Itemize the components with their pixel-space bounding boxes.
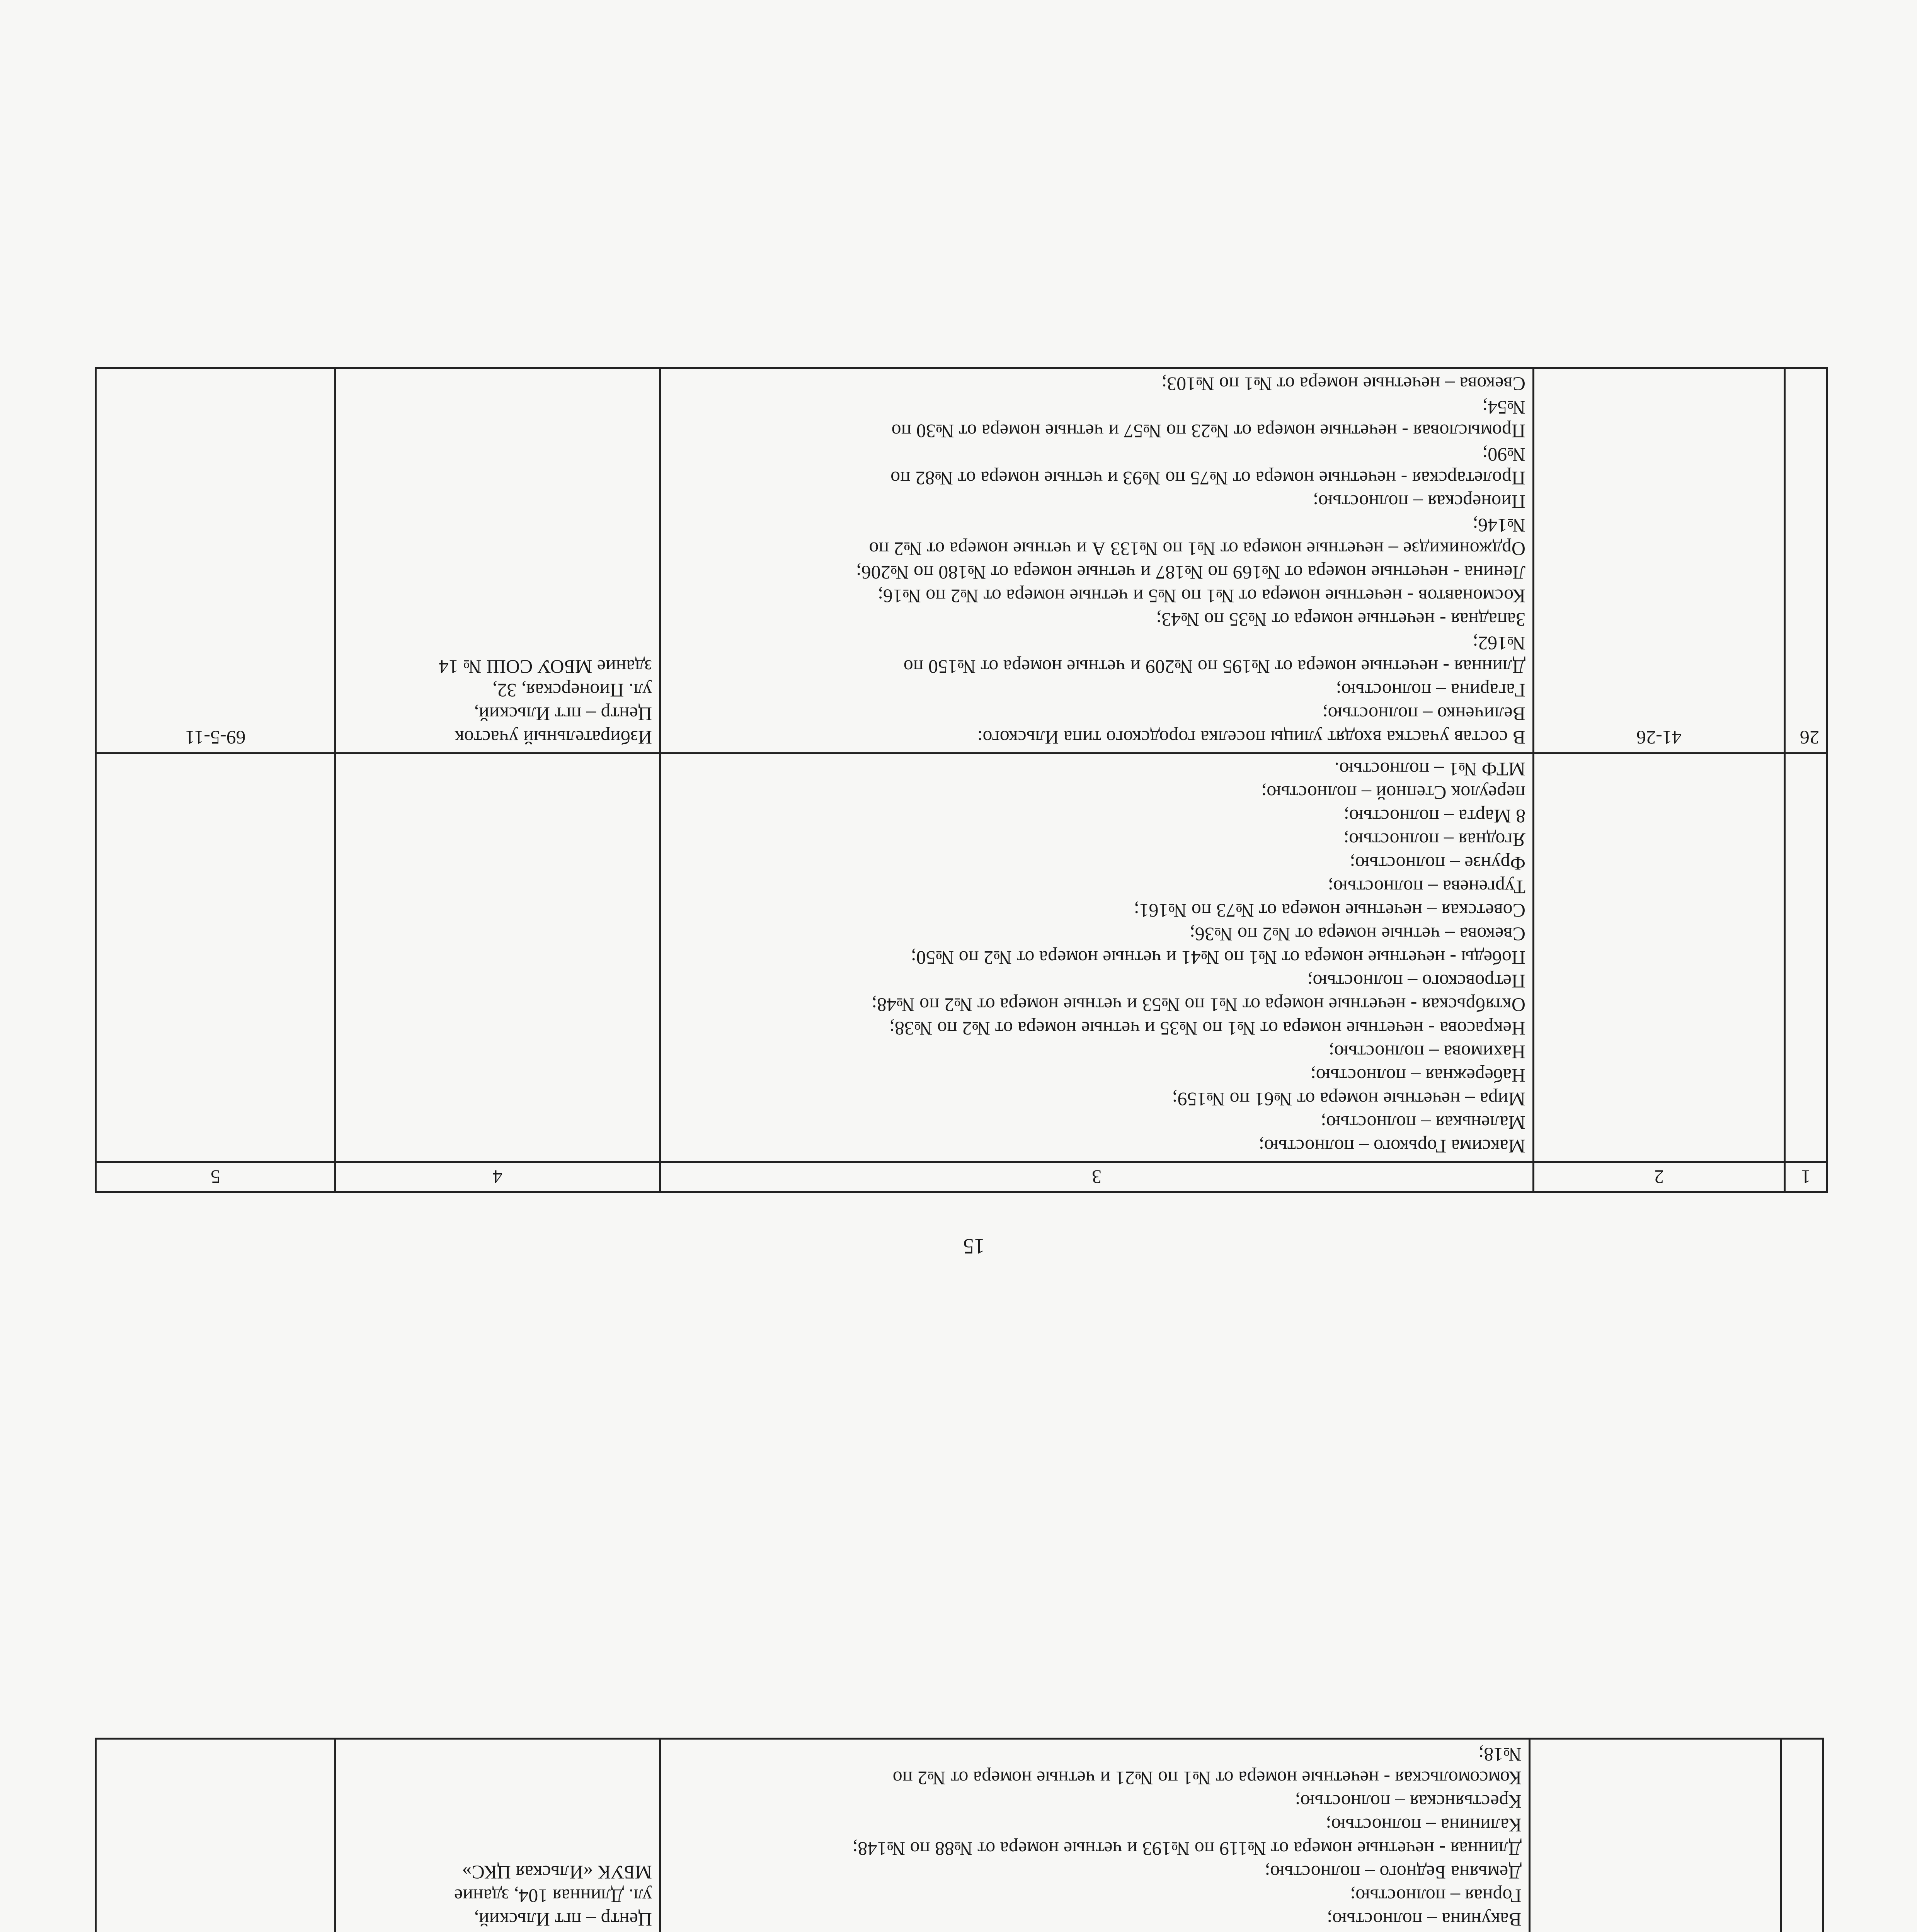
polling-station-location <box>335 368 660 753</box>
street-line: Длинная - нечетные номера от №119 по №193 и четные номера от №88 по №148; <box>852 1838 1522 1860</box>
street-line: №162; <box>1473 633 1525 654</box>
street-line: Мира – нечетные номера от №61 по №159; <box>1172 1088 1525 1110</box>
column-number-1: 1 <box>1785 1162 1827 1192</box>
location-line: МБУК «Ильская ЦКС» <box>462 1862 652 1883</box>
location-line: ул. Пионерская, 32, <box>492 680 652 701</box>
districts-table <box>95 1738 1824 1932</box>
table-row-25 <box>96 1739 1823 1932</box>
street-line: №54; <box>1482 397 1525 418</box>
page-14 <box>0 1355 1917 1932</box>
street-line: Маленькая – полностью; <box>1321 1112 1525 1134</box>
polling-station-location <box>335 1739 660 1932</box>
street-line: Вакунина – полностью; <box>1327 1909 1522 1930</box>
district-code <box>1530 1739 1781 1932</box>
street-line: Свекова – четные номера от №2 по №36; <box>1189 923 1525 945</box>
phone-number <box>96 1739 335 1932</box>
street-line: переулок Степной – полностью; <box>1261 782 1525 804</box>
column-number-5: 5 <box>96 1162 335 1192</box>
street-line: Величенко – полностью; <box>1322 703 1525 725</box>
street-line: 8 Марта – полностью; <box>1343 806 1525 827</box>
row-number <box>1781 1739 1823 1932</box>
street-line: Набережная – полностью; <box>1310 1065 1525 1087</box>
location-line: Избирательный участок <box>455 727 652 748</box>
street-line: Комсомольская - нечетные номера от №1 по №21 и четные номера от №2 по <box>892 1767 1522 1789</box>
street-line: Петровского – полностью; <box>1307 971 1525 992</box>
streets-list <box>660 753 1534 1162</box>
street-line: Победы - нечетные номера от №1 по №41 и четные номера от №2 по №50; <box>911 947 1525 969</box>
street-line: Нахимова – полностью; <box>1329 1041 1525 1063</box>
row-number: 26 <box>1785 368 1827 753</box>
district-code: 41-26 <box>1534 368 1785 753</box>
street-line: №90; <box>1482 444 1525 466</box>
street-line: В состав участка входят улицы поселка городского типа Ильского: <box>977 727 1525 748</box>
street-line: Фрунзе – полностью; <box>1350 853 1525 874</box>
street-line: Демьяна Бедного – полностью; <box>1265 1862 1522 1883</box>
street-line: №146; <box>1473 515 1525 536</box>
street-line: Свекова – нечетные номера от №1 по №103; <box>1161 373 1525 395</box>
street-line: Горная – полностью; <box>1350 1885 1522 1907</box>
street-line: №18; <box>1478 1744 1522 1765</box>
street-line: Орджоникидзе – нечетные номера от №1 по №133 А и четные номера от №2 по <box>869 538 1525 560</box>
street-line: Длинная - нечетные номера от №195 по №209 и четные номера от №150 по <box>903 656 1525 678</box>
location-line: ул. Длинная 104, здание <box>454 1885 652 1907</box>
location-line: здание МБОУ СОШ № 14 <box>439 656 652 678</box>
street-line: Некрасова - нечетные номера от №1 по №35 и четные номера от №2 по №38; <box>889 1018 1525 1039</box>
column-number-row <box>96 1162 1827 1192</box>
street-line: Ленина - нечетные номера от №169 по №187 и четные номера от №180 по №206; <box>856 562 1525 583</box>
table-row-continuation <box>96 753 1827 1162</box>
street-line: Калинина – полностью; <box>1326 1815 1522 1836</box>
table-row-26 <box>96 368 1827 753</box>
street-line: Космонавтов - нечетные номера от №1 по №5 и четные номера от №2 по №16; <box>878 585 1525 607</box>
street-line: Советская – нечетные номера от №73 по №161; <box>1134 900 1525 922</box>
location-line: Центр – пгт Ильский, <box>474 1909 652 1930</box>
districts-table <box>95 367 1828 1193</box>
street-line: Крестьянская – полностью; <box>1295 1791 1522 1813</box>
location-line: Центр – пгт Ильский, <box>474 703 652 725</box>
phone-number: 69-5-11 <box>96 368 335 753</box>
column-number-3: 3 <box>660 1162 1534 1192</box>
street-line: МТФ №1 – полностью. <box>1334 759 1525 780</box>
street-line: Пионерская – полностью; <box>1313 491 1525 513</box>
column-number-4: 4 <box>335 1162 660 1192</box>
street-line: Тургенева – полностью; <box>1328 876 1525 898</box>
street-line: Октябрьская - нечетные номера от №1 по №53 и четные номера от №2 по №48; <box>872 994 1525 1016</box>
street-line: Пролетарская - нечетные номера от №75 по №93 и четные номера от №82 по <box>890 468 1525 489</box>
street-line: Ягодная – полностью; <box>1343 829 1525 851</box>
street-line: Западная - нечетные номера от №35 по №43; <box>1156 609 1525 631</box>
streets-list <box>660 368 1534 753</box>
column-number-2: 2 <box>1534 1162 1785 1192</box>
page-number: 15 <box>963 1234 985 1258</box>
street-line: Гагарина – полностью; <box>1336 680 1525 701</box>
streets-list <box>660 1739 1530 1932</box>
street-line: Промысловая - нечетные номера от №23 по №57 и четные номера от №30 по <box>891 420 1525 442</box>
page-14-rotated-content <box>0 1355 1917 1932</box>
street-line: Максима Горького – полностью; <box>1258 1136 1525 1157</box>
